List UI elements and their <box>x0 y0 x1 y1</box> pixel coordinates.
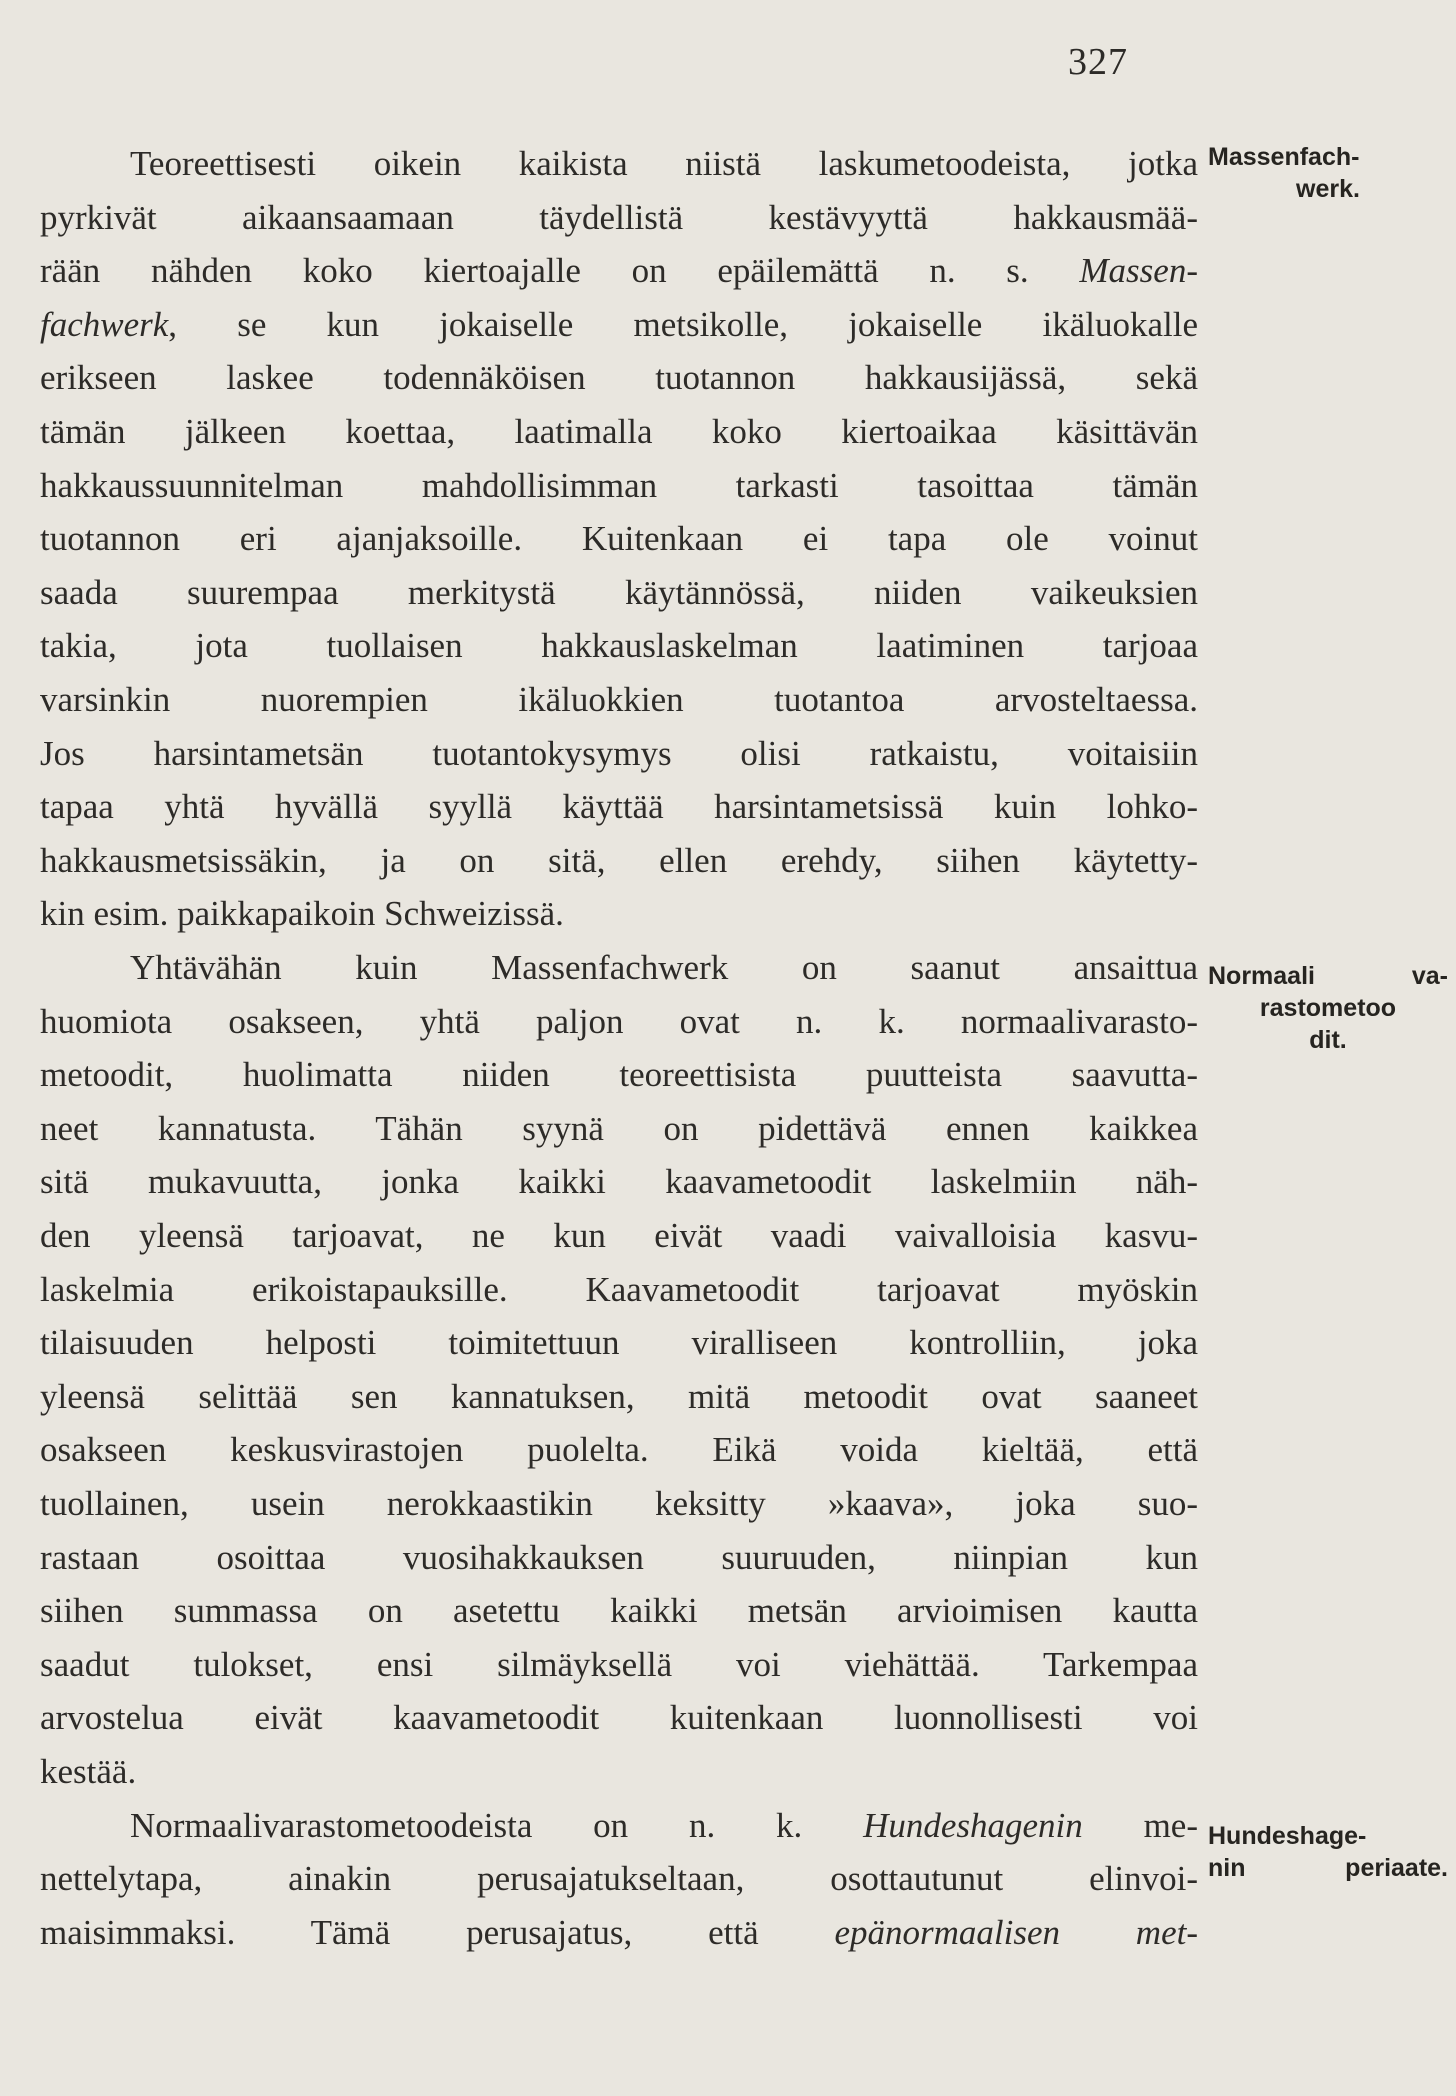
text-segment: Normaalivarastometoodeista on n. k. <box>130 1806 864 1845</box>
text-line <box>40 1214 1198 1258</box>
text-segment: tuotannon eri ajanjaksoille. Kuitenkaan ei tapa ole voinut <box>40 519 1198 558</box>
text-segment: hakkaussuunnitelman mahdollisimman tarkasti tasoittaa tämän <box>40 466 1198 505</box>
text-segment: hakkausmetsissäkin, ja on sitä, ellen erehdy, siihen käytetty- <box>40 841 1198 880</box>
page-number: 327 <box>1068 41 1128 83</box>
text-segment: tämän jälkeen koettaa, laatimalla koko kiertoaikaa käsittävän <box>40 412 1198 451</box>
text-line <box>40 1696 1198 1740</box>
text-line <box>40 1321 1198 1365</box>
text-segment: neet kannatusta. Tähän syynä on pidettävä ennen kaikkea <box>40 1109 1198 1148</box>
text-segment: saada suurempaa merkitystä käytännössä, niiden vaikeuksien <box>40 573 1198 612</box>
text-segment: sitä mukavuutta, jonka kaikki kaavametoodit laskelmiin näh- <box>40 1162 1198 1201</box>
margin-note-line: Normaali va- <box>1208 962 1448 990</box>
text-line <box>40 1160 1198 1204</box>
text-line <box>40 517 1198 561</box>
margin-note-massenfachwerk <box>1208 141 1448 205</box>
text-line <box>40 1643 1198 1687</box>
italic-text: fachwerk <box>40 305 169 344</box>
text-segment: tapaa yhtä hyvällä syyllä käyttää harsintametsissä kuin lohko- <box>40 787 1198 826</box>
text-line <box>40 303 1198 347</box>
text-line <box>40 410 1198 454</box>
margin-note-normaalivarastometoodit <box>1208 960 1448 1056</box>
text-segment: arvostelua eivät kaavametoodit kuitenkaan luonnollisesti voi <box>40 1698 1198 1737</box>
text-segment: saadut tulokset, ensi silmäyksellä voi viehättää. Tarkempaa <box>40 1645 1198 1684</box>
text-line <box>40 356 1198 400</box>
text-segment: huomiota osakseen, yhtä paljon ovat n. k. normaalivarasto- <box>40 1002 1198 1041</box>
italic-text: Massen- <box>1079 251 1198 290</box>
text-segment: metoodit, huolimatta niiden teoreettisista puutteista saavutta- <box>40 1055 1198 1094</box>
text-line <box>40 624 1198 668</box>
text-line <box>40 249 1198 293</box>
text-segment: takia, jota tuollaisen hakkauslaskelman laatiminen tarjoaa <box>40 626 1198 665</box>
text-segment: den yleensä tarjoavat, ne kun eivät vaadi vaivalloisia kasvu- <box>40 1216 1198 1255</box>
text-segment: erikseen laskee todennäköisen tuotannon hakkausijässä, sekä <box>40 358 1198 397</box>
text-segment: siihen summassa on asetettu kaikki metsän arvioimisen kautta <box>40 1591 1198 1630</box>
text-segment: varsinkin nuorempien ikäluokkien tuotantoa arvosteltaessa. <box>40 680 1198 719</box>
text-line <box>40 1750 1198 1794</box>
text-line <box>40 1107 1198 1151</box>
text-line <box>40 1589 1198 1633</box>
text-segment: rastaan osoittaa vuosihakkauksen suuruuden, niinpian kun <box>40 1538 1198 1577</box>
text-line <box>130 946 1198 990</box>
text-segment: osakseen keskusvirastojen puolelta. Eikä voida kieltää, että <box>40 1430 1198 1469</box>
text-segment: kestää. <box>40 1752 137 1791</box>
italic-text: epänormaalisen met- <box>834 1913 1198 1952</box>
text-line <box>40 1536 1198 1580</box>
text-segment: Yhtävähän kuin Massenfachwerk on saanut ansaittua <box>130 948 1198 987</box>
text-line <box>40 1911 1198 1955</box>
text-line <box>130 142 1198 186</box>
text-segment: Jos harsintametsän tuotantokysymys olisi ratkaistu, voitaisiin <box>40 734 1198 773</box>
text-line <box>40 839 1198 883</box>
margin-note-line: nin periaate. <box>1208 1854 1448 1882</box>
text-line <box>130 1804 1198 1848</box>
text-line <box>40 1375 1198 1419</box>
margin-note-line: werk. <box>1296 175 1360 203</box>
text-line <box>40 678 1198 722</box>
text-line <box>40 571 1198 615</box>
text-segment: laskelmia erikoistapauksille. Kaavametoodit tarjoavat myöskin <box>40 1270 1198 1309</box>
text-line <box>40 732 1198 776</box>
text-segment: tilaisuuden helposti toimitettuun viralliseen kontrolliin, joka <box>40 1323 1198 1362</box>
text-line <box>40 196 1198 240</box>
text-line <box>40 1428 1198 1472</box>
margin-note-line: Massenfach- <box>1208 143 1360 171</box>
text-line <box>40 464 1198 508</box>
margin-note-hundeshagenin-periaate <box>1208 1820 1448 1884</box>
margin-note-line: dit. <box>1309 1026 1347 1054</box>
text-segment: , se kun jokaiselle metsikolle, jokaiselle ikäluokalle <box>168 305 1198 344</box>
text-segment: maisimmaksi. Tämä perusajatus, että <box>40 1913 835 1952</box>
text-line <box>40 1000 1198 1044</box>
text-segment: me- <box>1082 1806 1198 1845</box>
text-line <box>40 785 1198 829</box>
text-segment: nettelytapa, ainakin perusajatukseltaan, osottautunut elinvoi- <box>40 1859 1198 1898</box>
text-line <box>40 1482 1198 1526</box>
text-line <box>40 1857 1198 1901</box>
italic-text: Hundeshagenin <box>863 1806 1083 1845</box>
text-line <box>40 1268 1198 1312</box>
margin-note-line: Hundeshage- <box>1208 1822 1367 1850</box>
text-segment: rään nähden koko kiertoajalle on epäilemättä n. s. <box>40 251 1080 290</box>
text-line <box>40 1053 1198 1097</box>
text-segment: kin esim. paikkapaikoin Schweizissä. <box>40 894 564 933</box>
text-segment: yleensä selittää sen kannatuksen, mitä metoodit ovat saaneet <box>40 1377 1198 1416</box>
margin-note-line: rastometoo <box>1259 994 1397 1022</box>
text-line <box>40 892 1198 936</box>
text-segment: tuollainen, usein nerokkaastikin keksitty »kaava», joka suo- <box>40 1484 1198 1523</box>
text-segment: pyrkivät aikaansaamaan täydellistä kestävyyttä hakkausmää- <box>40 198 1198 237</box>
text-segment: Teoreettisesti oikein kaikista niistä laskumetoodeista, jotka <box>130 144 1198 183</box>
